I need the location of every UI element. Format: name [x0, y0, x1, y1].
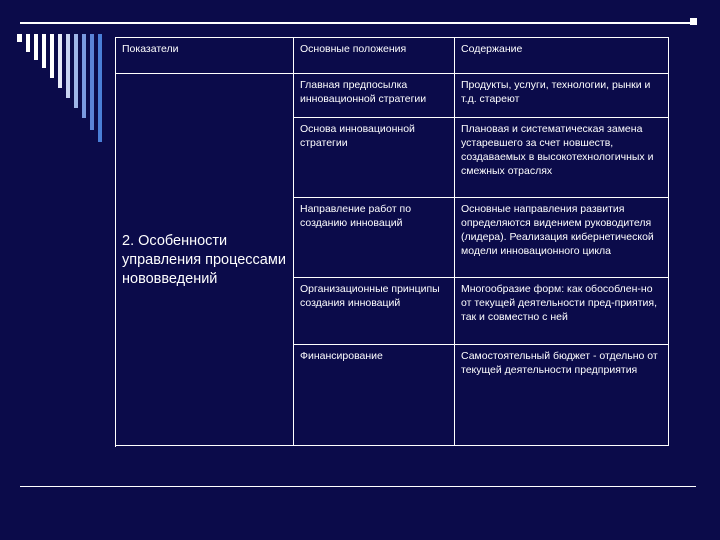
deco-bar	[42, 34, 46, 68]
deco-bar	[50, 34, 54, 78]
deco-bar	[34, 34, 38, 60]
innovation-table	[115, 37, 669, 446]
deco-bar	[74, 34, 78, 108]
merged-category-cell: 2. Особенности управления процессами нововведений	[116, 74, 294, 446]
header-content: Содержание	[455, 38, 669, 74]
content-cell: Продукты, услуги, технологии, рынки и т.д. стареют	[455, 74, 669, 118]
content-cell: Плановая и систематическая замена устаревшего за счет новшеств, создаваемых в высокотехнологичных и смежных отраслях	[455, 118, 669, 198]
table-row	[116, 74, 669, 118]
top-rule	[20, 22, 696, 24]
deco-bar	[17, 34, 22, 42]
position-cell: Финансирование	[294, 345, 455, 446]
deco-bar	[58, 34, 62, 88]
content-cell: Самостоятельный бюджет - отдельно от текущей деятельности предприятия	[455, 345, 669, 446]
header-positions: Основные положения	[294, 38, 455, 74]
deco-bar	[98, 34, 102, 142]
deco-bar	[90, 34, 94, 130]
position-cell: Направление работ по созданию инноваций	[294, 198, 455, 278]
deco-bar	[66, 34, 70, 98]
content-cell: Основные направления развития определяются видением руководителя (лидера). Реализация кибернетической модели инновационного цикла	[455, 198, 669, 278]
top-rule-marker	[690, 18, 697, 25]
deco-bar	[26, 34, 30, 52]
position-cell: Главная предпосылка инновационной стратегии	[294, 74, 455, 118]
position-cell: Организационные принципы создания инноваций	[294, 278, 455, 345]
position-cell: Основа инновационной стратегии	[294, 118, 455, 198]
bottom-rule	[20, 486, 696, 487]
header-indicators: Показатели	[116, 38, 294, 74]
header-row	[116, 38, 669, 74]
deco-bar	[82, 34, 86, 118]
content-cell: Многообразие форм: как обособлен-но от текущей деятельности пред-приятия, так и совместно с ней	[455, 278, 669, 345]
